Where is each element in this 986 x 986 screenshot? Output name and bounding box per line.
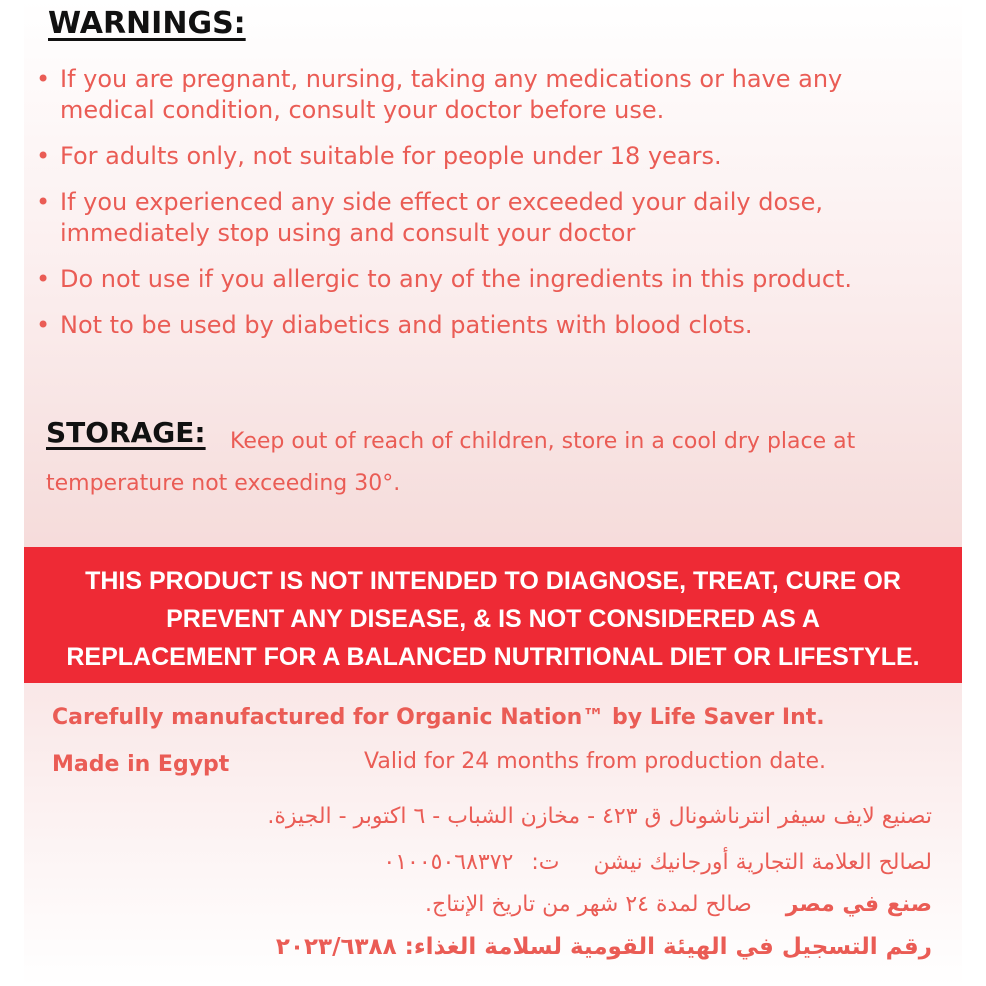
warning-text: If you are pregnant, nursing, taking any medications or have any medical condition, consult your doctor before use. xyxy=(60,65,843,124)
arabic-made-in: صنع في مصر xyxy=(785,892,932,917)
arabic-tel-label: ت: xyxy=(531,850,560,875)
arabic-validity: صالح لمدة ٢٤ شهر من تاريخ الإنتاج. xyxy=(425,892,752,917)
bullet-icon: • xyxy=(36,311,51,339)
bullet-icon: • xyxy=(36,142,51,170)
warnings-list xyxy=(34,64,934,356)
storage-text: Keep out of reach of children, store in a cool dry place at temperature not exceeding 30°. xyxy=(46,429,856,496)
product-label xyxy=(24,0,962,986)
warning-text: Not to be used by diabetics and patients with blood clots. xyxy=(60,311,753,339)
disclaimer-line: REPLACEMENT FOR A BALANCED NUTRITIONAL DIET OR LIFESTYLE. xyxy=(66,643,920,671)
warning-item xyxy=(34,310,934,341)
warning-item xyxy=(34,264,934,295)
disclaimer-banner xyxy=(24,547,962,683)
warning-text: Do not use if you allergic to any of the ingredients in this product. xyxy=(60,265,853,293)
disclaimer-line: THIS PRODUCT IS NOT INTENDED TO DIAGNOSE, TREAT, CURE OR xyxy=(85,567,901,595)
bullet-icon: • xyxy=(36,65,51,93)
made-in-text: Made in Egypt xyxy=(52,752,230,777)
warning-item xyxy=(34,141,934,172)
arabic-brand-line xyxy=(383,850,932,875)
arabic-manufacturer-line: تصنيع لايف سيفر انترناشونال ق ٤٢٣ - مخازن الشباب - ٦ اكتوبر - الجيزة. xyxy=(267,804,932,829)
storage-heading: STORAGE: xyxy=(46,416,206,449)
manufacturer-line: Carefully manufactured for Organic Nation™ by Life Saver Int. xyxy=(52,705,825,730)
arabic-for-brand: لصالح العلامة التجارية أورجانيك نيشن xyxy=(593,850,932,875)
arabic-made-line xyxy=(425,892,932,917)
disclaimer-line: PREVENT ANY DISEASE, & IS NOT CONSIDERED AS A xyxy=(166,605,820,633)
validity-text: Valid for 24 months from production date. xyxy=(364,749,827,774)
bullet-icon: • xyxy=(36,265,51,293)
arabic-tel-number: ٠١٠٠٥٠٦٨٣٧٢ xyxy=(383,850,514,875)
warning-item xyxy=(34,64,934,126)
warning-item xyxy=(34,187,934,249)
warnings-heading: WARNINGS: xyxy=(48,6,246,41)
bullet-icon: • xyxy=(36,188,51,216)
warning-text: If you experienced any side effect or exceeded your daily dose, immediately stop using and consult your doctor xyxy=(60,188,824,247)
arabic-registration: رقم التسجيل في الهيئة القومية لسلامة الغذاء: ٢٠٢٣/٦٣٨٨ xyxy=(275,934,932,960)
warning-text: For adults only, not suitable for people under 18 years. xyxy=(60,142,722,170)
